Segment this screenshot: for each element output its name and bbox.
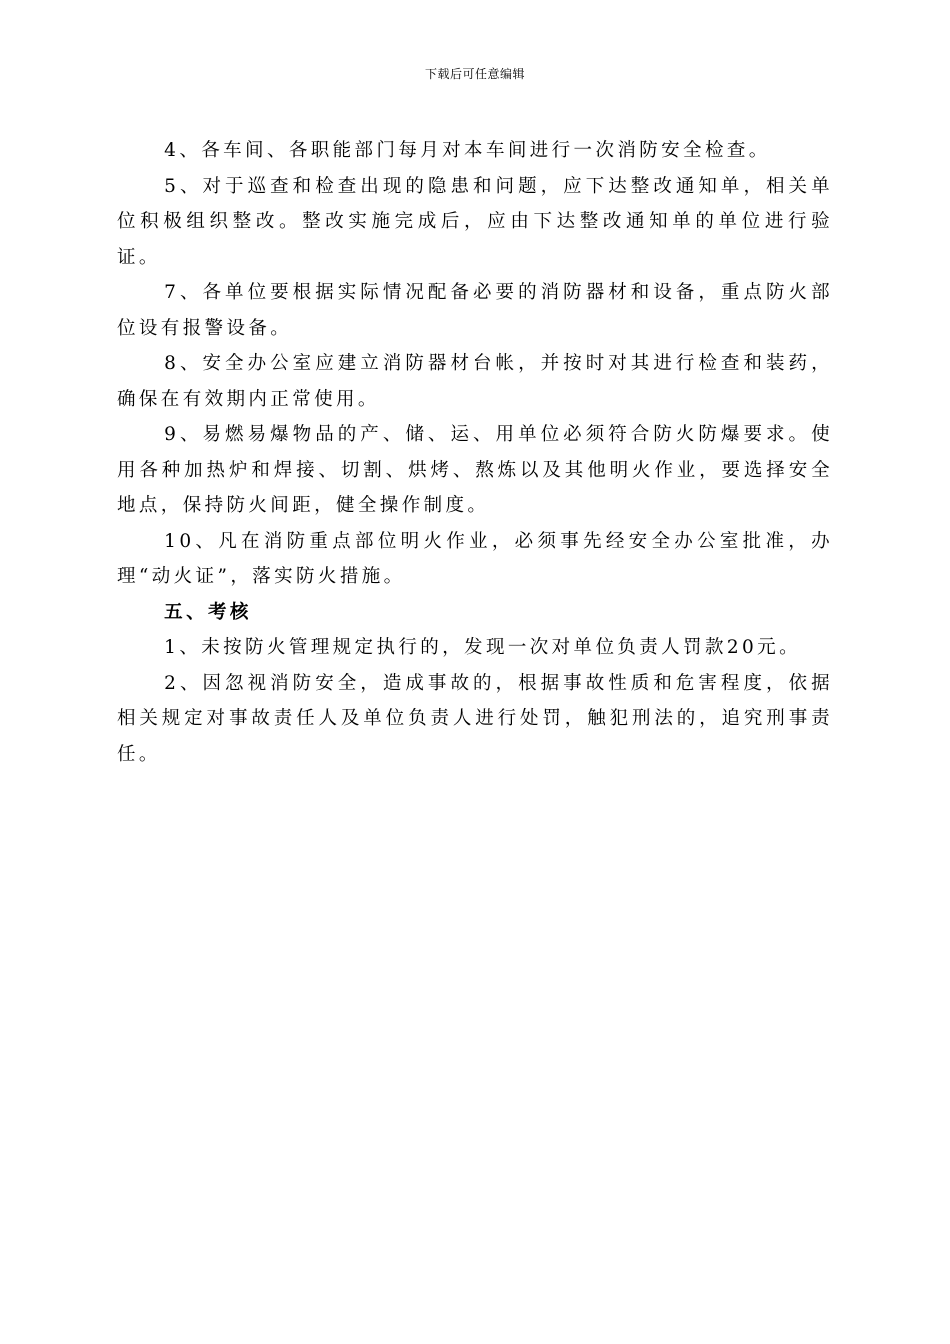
paragraph-item-4: 4、各车间、各职能部门每月对本车间进行一次消防安全检查。 bbox=[164, 140, 771, 161]
section-heading-assessment: 五、考核 bbox=[164, 601, 252, 623]
paragraph-item-8: 8、安全办公室应建立消防器材台帐，并按时对其进行检查和装药，确保在有效期内正常使用。 bbox=[117, 353, 833, 410]
page-header: 下载后可任意编辑 bbox=[424, 67, 525, 81]
paragraph-item-9: 9、易燃易爆物品的产、储、运、用单位必须符合防火防爆要求。使用各种加热炉和焊接、切割、烘烤、熬炼以及其他明火作业，要选择安全地点，保持防火间距，健全操作制度。 bbox=[117, 424, 833, 516]
assessment-item-2: 2、因忽视消防安全，造成事故的，根据事故性质和危害程度，依据相关规定对事故责任人及单位负责人进行处罚，触犯刑法的，追究刑事责任。 bbox=[117, 672, 833, 765]
paragraph-item-10: 10、凡在消防重点部位明火作业，必须事先经安全办公室批准，办理“动火证”，落实防火措施。 bbox=[117, 530, 833, 587]
paragraph-item-5: 5、对于巡查和检查出现的隐患和问题，应下达整改通知单，相关单位积极组织整改。整改实施完成后，应由下达整改通知单的单位进行验证。 bbox=[117, 175, 833, 268]
paragraph-item-7: 7、各单位要根据实际情况配备必要的消防器材和设备，重点防火部位设有报警设备。 bbox=[117, 282, 833, 339]
document-body bbox=[117, 133, 833, 772]
assessment-item-1: 1、未按防火管理规定执行的，发现一次对单位负责人罚款20元。 bbox=[164, 637, 801, 658]
